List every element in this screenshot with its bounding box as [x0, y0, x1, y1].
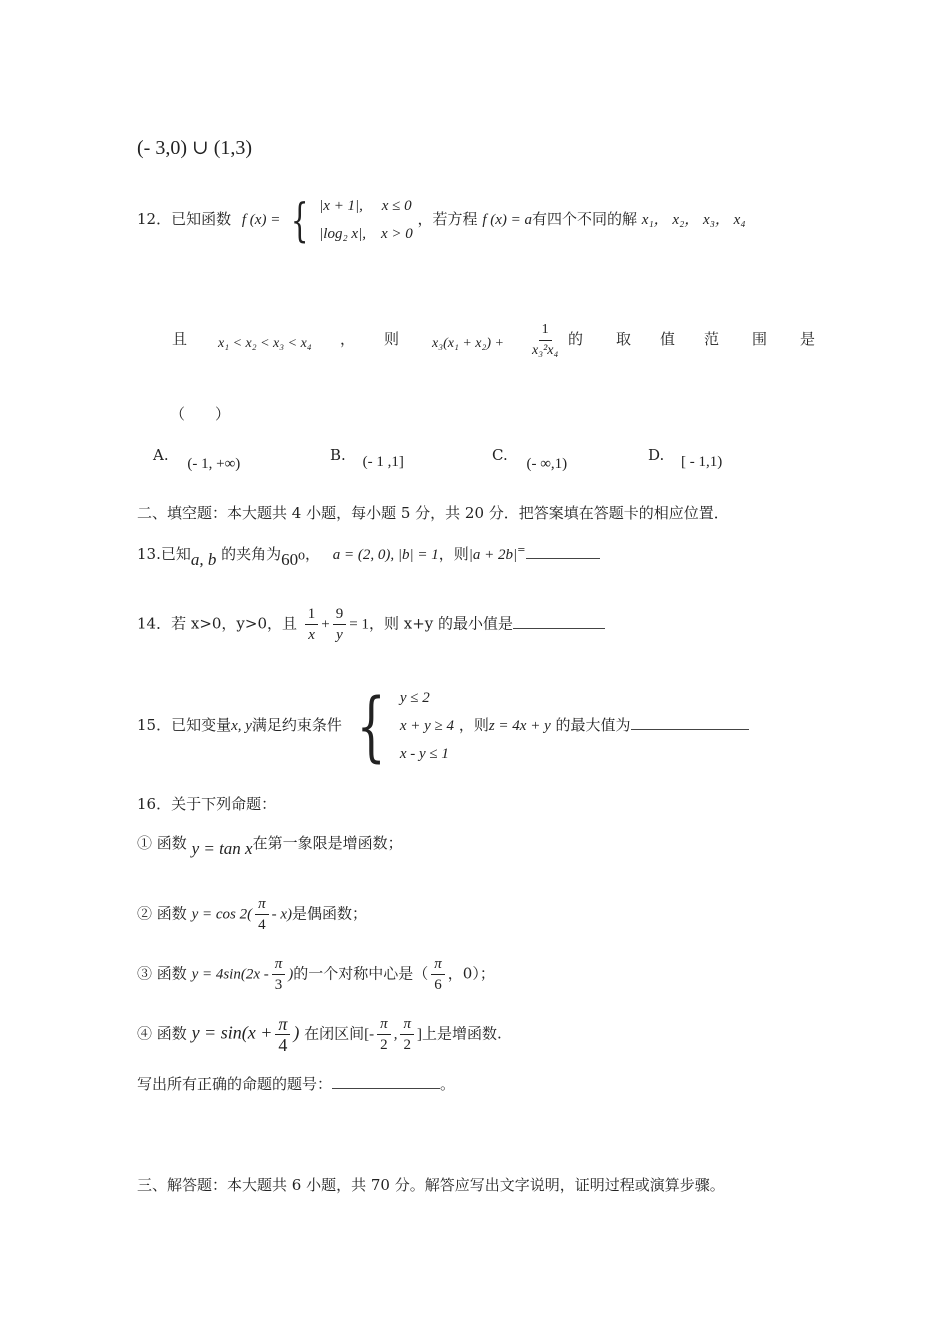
q15-brace: {: [356, 681, 386, 770]
option-d-value: [ - 1,1): [681, 454, 723, 470]
p4-expr-b: ): [293, 1022, 300, 1043]
q16-answer-blank[interactable]: [332, 1074, 440, 1089]
q12-answer-paren: （ ）: [170, 405, 231, 423]
question-12: [137, 192, 746, 248]
q16-answer-line: [137, 1073, 455, 1094]
q12-tail-5: 是: [800, 330, 816, 348]
q12-option-c: [492, 446, 568, 472]
p2-frac-den: 4: [258, 917, 266, 933]
q15-constraint-2: x + y ≥ 4: [399, 718, 455, 734]
q13-text2: ，则: [438, 545, 469, 563]
p4-i2-num: π: [400, 1014, 414, 1035]
q14-fraction-2: [333, 604, 347, 645]
q15-prefix: 15．已知变量: [137, 716, 232, 734]
q16-title: 16．关于下列命题：: [137, 795, 277, 813]
q13-prefix: 13.已知: [137, 545, 191, 563]
p4-label: ④ 函数: [137, 1024, 187, 1043]
q16-proposition-4: [137, 1014, 502, 1055]
p1-expression: y = tan x: [191, 839, 253, 858]
p2-expr-b: - x): [271, 906, 293, 923]
q13-text1: 的夹角为: [221, 545, 282, 563]
q12-comma: ，: [340, 330, 356, 348]
q14-f1-num: 1: [305, 604, 319, 625]
q12-case2-cond: x > 0: [380, 226, 413, 242]
p2-label: ② 函数: [137, 904, 187, 923]
option-b-value: (- 1 ,1]: [362, 454, 404, 470]
q12-option-b: [330, 446, 404, 470]
q12-order: x₁ < x₂ < x₃ < x₄: [218, 336, 312, 351]
q12-tail-4: 围: [752, 330, 768, 348]
p3-pt-den: 6: [434, 977, 442, 993]
option-c-value: (- ∞,1): [526, 456, 568, 472]
p3-fraction: [272, 954, 286, 995]
q13-target: |a + 2b|: [468, 547, 518, 563]
p3-label: ③ 函数: [137, 964, 187, 983]
q12-tail-1: 取: [616, 330, 632, 348]
option-b-label: B.: [330, 446, 346, 464]
p4-frac-num: π: [275, 1014, 290, 1035]
q16-ask: 写出所有正确的命题的题号：: [137, 1075, 333, 1093]
question-15: [137, 681, 749, 770]
q12-then: 则: [384, 330, 400, 348]
option-c-label: C.: [492, 446, 508, 464]
p3-center-fraction: [431, 954, 445, 995]
q12-frac-num: 1: [539, 320, 552, 341]
option-a-value: (- 1, +∞): [187, 456, 241, 472]
section-2-heading: 二、填空题：本大题共 4 小题，每小题 5 分，共 20 分．把答案填在答题卡的相应位置．: [137, 504, 729, 522]
q12-case1-expr: |x + 1|,: [319, 198, 363, 214]
q14-f2-den: y: [336, 627, 343, 643]
q16-proposition-2: [137, 894, 367, 935]
p3-frac-num: π: [272, 954, 286, 975]
q12-brace: {: [290, 193, 309, 247]
q12-expression: x₃(x₁ + x₂) +: [432, 336, 504, 351]
q15-constraints: [400, 684, 454, 768]
p4-frac-den: 4: [278, 1035, 288, 1055]
p1-label: ① 函数: [137, 834, 187, 852]
q14-answer-blank[interactable]: [513, 614, 605, 629]
q13-comma: ，: [304, 545, 320, 563]
p3-expr-b: ): [288, 966, 294, 983]
q15-vars: x, y: [231, 718, 252, 734]
q15-constraint-1: y ≤ 2: [399, 690, 430, 706]
q13-condition: a = (2, 0), |b| = 1: [332, 547, 439, 563]
p4-i1-den: 2: [380, 1037, 388, 1053]
section-3-heading: 三、解答题：本大题共 6 小题，共 70 分。解答应写出文字说明，证明过程或演算步骤。: [137, 1176, 725, 1194]
p2-fraction: [255, 894, 269, 935]
q14-fraction-1: [305, 604, 319, 645]
p4-text: 在闭区间: [304, 1024, 365, 1043]
q14-plus: +: [321, 616, 330, 633]
q13-answer-blank[interactable]: [526, 544, 600, 559]
q15-objective: z = 4x + y: [488, 718, 551, 734]
p3-expr-a: y = 4sin(2x -: [191, 966, 269, 983]
p1-text: 在第一象限是增函数；: [252, 834, 403, 852]
q12-roots: x₁， x₂， x₃， x₄: [641, 212, 746, 228]
q12-fraction: [529, 320, 561, 361]
q16-proposition-3: [137, 954, 495, 995]
question-14: [137, 604, 605, 645]
q15-text2: ，则: [458, 716, 489, 734]
q13-angle: 60⁰: [281, 550, 305, 569]
q12-tail-0: 的: [568, 330, 584, 348]
p4-fraction: [275, 1014, 290, 1055]
p4-expr-a: y = sin(x +: [191, 1022, 273, 1043]
q12-equation: f (x) = a: [482, 212, 532, 228]
q12-option-d: [648, 446, 723, 470]
p4-interval-right: [400, 1014, 414, 1055]
q13-equals: =: [517, 545, 526, 556]
q15-answer-blank[interactable]: [631, 715, 749, 730]
q12-tail-2: 值: [660, 330, 676, 348]
q12-option-a: [153, 446, 241, 472]
p4-interval-comma: ,: [393, 1026, 398, 1043]
option-a-label: A.: [153, 446, 169, 464]
q14-f1-den: x: [308, 627, 315, 643]
q12-piecewise: [319, 192, 413, 248]
q12-case2-expr: |log₂ x|,: [319, 226, 366, 242]
p4-text2: 上是增函数.: [421, 1024, 502, 1043]
q14-prefix: 14．若 x>0，y>0，且: [137, 614, 298, 633]
p2-frac-num: π: [255, 894, 269, 915]
p3-pt-num: π: [431, 954, 445, 975]
q12-tail-3: 范: [704, 330, 720, 348]
p4-i2-den: 2: [403, 1037, 411, 1053]
q14-f2-num: 9: [333, 604, 347, 625]
q12-text2: 有四个不同的解: [532, 210, 638, 228]
p4-interval-open: [-: [364, 1026, 375, 1043]
q15-constraint-3: x - y ≤ 1: [399, 746, 449, 762]
p3-text2: ，0）；: [447, 964, 495, 983]
p3-text: 的一个对称中心是（: [293, 964, 429, 983]
p2-text: 是偶函数；: [292, 904, 368, 923]
q14-suffix: ，则 x+y 的最小值是: [368, 614, 514, 633]
question-13: [137, 543, 600, 569]
q15-suffix: 的最大值为: [555, 716, 631, 734]
p4-interval-left: [377, 1014, 391, 1055]
q12-function-name: f (x) =: [241, 212, 281, 228]
previous-answer: (- 3,0) ∪ (1,3): [137, 137, 253, 159]
p4-i1-num: π: [377, 1014, 391, 1035]
q12-number: 12．已知函数: [137, 210, 232, 228]
q12-case1-cond: x ≤ 0: [381, 198, 412, 214]
p2-expr-a: y = cos 2(: [191, 906, 253, 923]
q15-text1: 满足约束条件: [251, 716, 342, 734]
q14-equals: = 1: [349, 616, 369, 633]
option-d-label: D.: [648, 446, 665, 464]
p4-interval-close: ]: [416, 1026, 422, 1043]
q16-proposition-1: [137, 832, 403, 858]
p3-frac-den: 3: [274, 977, 283, 993]
q12-text1: ，若方程: [417, 210, 478, 228]
q12-frac-den: x₃²x₄: [532, 343, 559, 358]
q16-end: 。: [440, 1075, 456, 1093]
q12-and: 且: [172, 330, 188, 348]
q13-vars: a, b: [190, 550, 217, 569]
